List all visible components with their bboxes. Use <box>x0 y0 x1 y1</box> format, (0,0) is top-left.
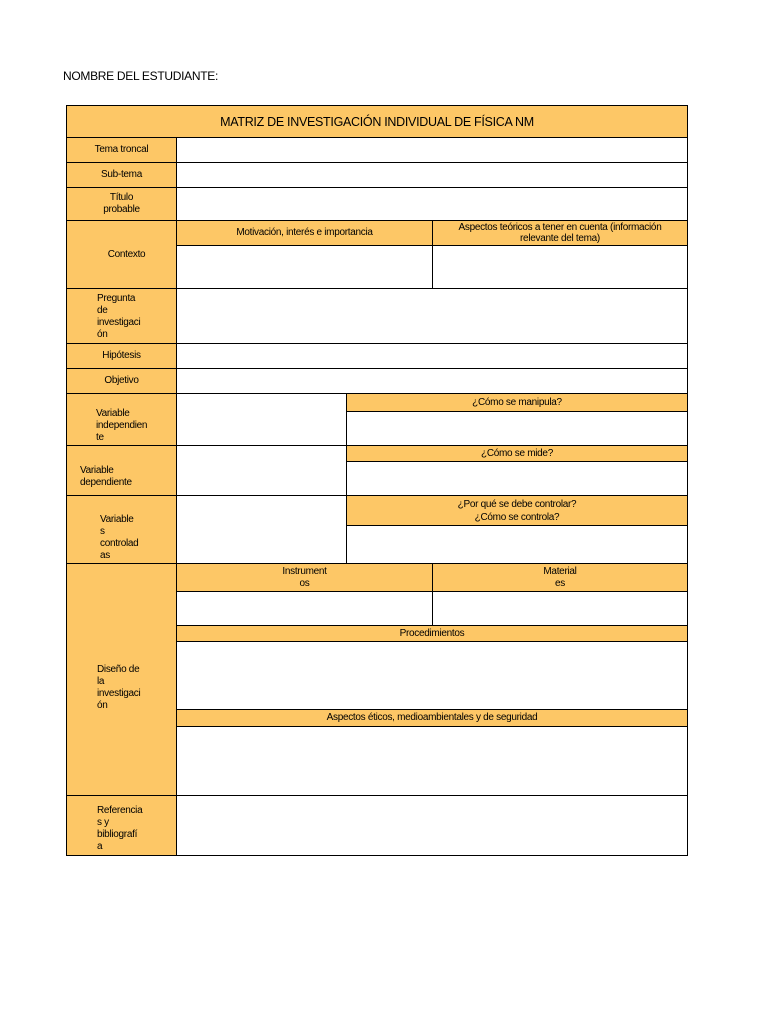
row-label-contexto-text: Contexto <box>107 248 146 260</box>
header-instrumentos <box>176 563 433 592</box>
row-label-pregunta-text: Pregunta de investigaci ón <box>97 293 141 340</box>
header-controla-text: ¿Por qué se debe controlar? ¿Cómo se controla? <box>457 498 577 523</box>
field-titulo[interactable] <box>176 187 688 221</box>
header-instrumentos-text: Instrument os <box>282 565 327 589</box>
field-subtema[interactable] <box>176 162 688 188</box>
field-var-dep[interactable] <box>176 445 347 496</box>
header-procedimientos-text: Procedimientos <box>399 627 465 639</box>
matrix-title <box>66 105 688 138</box>
header-materiales <box>432 563 688 592</box>
field-mide[interactable] <box>346 461 688 496</box>
header-aspectos-teoricos-text: Aspectos teóricos a tener en cuenta (información relevante del tema) <box>458 222 662 244</box>
row-label-tema-text: Tema troncal <box>94 144 149 155</box>
field-controla[interactable] <box>346 525 688 564</box>
field-aspectos-eticos[interactable] <box>176 726 688 796</box>
header-aspectos-eticos <box>176 709 688 727</box>
row-label-hipotesis-text: Hipótesis <box>102 350 141 361</box>
row-label-objetivo-text: Objetivo <box>104 375 139 386</box>
field-motivacion[interactable] <box>176 245 433 289</box>
field-objetivo[interactable] <box>176 368 688 394</box>
row-label-subtema-text: Sub-tema <box>101 169 142 180</box>
row-label-titulo-text: Título probable <box>103 192 140 215</box>
field-referencias[interactable] <box>176 795 688 856</box>
field-tema[interactable] <box>176 137 688 163</box>
header-manipula <box>346 393 688 412</box>
field-hipotesis[interactable] <box>176 343 688 369</box>
field-materiales[interactable] <box>432 591 688 626</box>
header-mide-text: ¿Cómo se mide? <box>481 447 553 459</box>
field-aspectos-teoricos[interactable] <box>432 245 688 289</box>
header-mide <box>346 445 688 462</box>
header-aspectos-teoricos <box>432 220 688 246</box>
header-manipula-text: ¿Cómo se manipula? <box>472 396 562 408</box>
row-label-var-dep-text: Variable dependiente <box>80 465 132 488</box>
student-name-label: NOMBRE DEL ESTUDIANTE: <box>63 69 218 83</box>
row-label-referencias-text: Referencia s y bibliografí a <box>97 805 143 852</box>
field-var-ctrl[interactable] <box>176 495 347 564</box>
header-materiales-text: Material es <box>543 565 577 589</box>
row-label-var-indep-text: Variable independien te <box>96 408 148 443</box>
row-label-diseno-text: Diseño de la investigaci ón <box>97 664 141 711</box>
field-instrumentos[interactable] <box>176 591 433 626</box>
field-var-indep[interactable] <box>176 393 347 446</box>
row-label-var-ctrl-text: Variable s controlad as <box>100 514 139 561</box>
header-aspectos-eticos-text: Aspectos éticos, medioambientales y de seguridad <box>326 712 538 723</box>
header-motivacion <box>176 220 433 246</box>
header-procedimientos <box>176 625 688 642</box>
field-manipula[interactable] <box>346 411 688 446</box>
header-motivacion-text: Motivación, interés e importancia <box>236 227 373 238</box>
header-controla <box>346 495 688 526</box>
field-procedimientos[interactable] <box>176 641 688 710</box>
matrix-title-text: MATRIZ DE INVESTIGACIÓN INDIVIDUAL DE FÍSICA NM <box>220 114 534 129</box>
field-pregunta[interactable] <box>176 288 688 344</box>
